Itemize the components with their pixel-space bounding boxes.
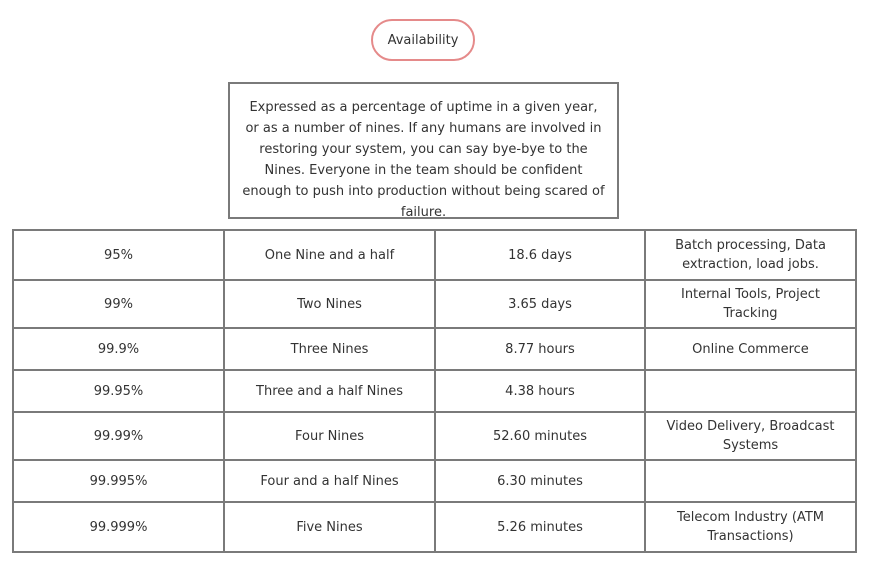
percent-cell: 99.95% <box>13 370 224 412</box>
use-case-cell: Video Delivery, Broadcast Systems <box>645 412 856 460</box>
availability-title: Availability <box>387 32 459 48</box>
downtime-cell: 6.30 minutes <box>435 460 645 502</box>
description-box: Expressed as a percentage of uptime in a given year, or as a number of nines. If any humans are involved in restoring your system, you can say bye-bye to the Nines. Everyone in the team should be confident enough to push into production without being scared of failure. <box>228 82 619 219</box>
percent-cell: 99.9% <box>13 328 224 370</box>
nines-cell: Four and a half Nines <box>224 460 435 502</box>
downtime-cell: 18.6 days <box>435 230 645 280</box>
nines-cell: Three Nines <box>224 328 435 370</box>
table-row <box>13 502 856 552</box>
use-case-cell: Batch processing, Data extraction, load jobs. <box>645 230 856 280</box>
nines-cell: Three and a half Nines <box>224 370 435 412</box>
percent-cell: 99.999% <box>13 502 224 552</box>
downtime-cell: 3.65 days <box>435 280 645 328</box>
percent-cell: 99.995% <box>13 460 224 502</box>
table-row <box>13 412 856 460</box>
nines-cell: Five Nines <box>224 502 435 552</box>
downtime-cell: 5.26 minutes <box>435 502 645 552</box>
downtime-cell: 4.38 hours <box>435 370 645 412</box>
availability-table <box>12 229 857 553</box>
percent-cell: 95% <box>13 230 224 280</box>
use-case-cell <box>645 460 856 502</box>
nines-cell: Four Nines <box>224 412 435 460</box>
table-row <box>13 370 856 412</box>
use-case-cell: Internal Tools, Project Tracking <box>645 280 856 328</box>
percent-cell: 99% <box>13 280 224 328</box>
use-case-cell: Telecom Industry (ATM Transactions) <box>645 502 856 552</box>
table-row <box>13 230 856 280</box>
downtime-cell: 8.77 hours <box>435 328 645 370</box>
table-row <box>13 280 856 328</box>
availability-node <box>371 19 475 61</box>
percent-cell: 99.99% <box>13 412 224 460</box>
table-row <box>13 460 856 502</box>
nines-cell: Two Nines <box>224 280 435 328</box>
nines-cell: One Nine and a half <box>224 230 435 280</box>
table-row <box>13 328 856 370</box>
use-case-cell: Online Commerce <box>645 328 856 370</box>
use-case-cell <box>645 370 856 412</box>
downtime-cell: 52.60 minutes <box>435 412 645 460</box>
